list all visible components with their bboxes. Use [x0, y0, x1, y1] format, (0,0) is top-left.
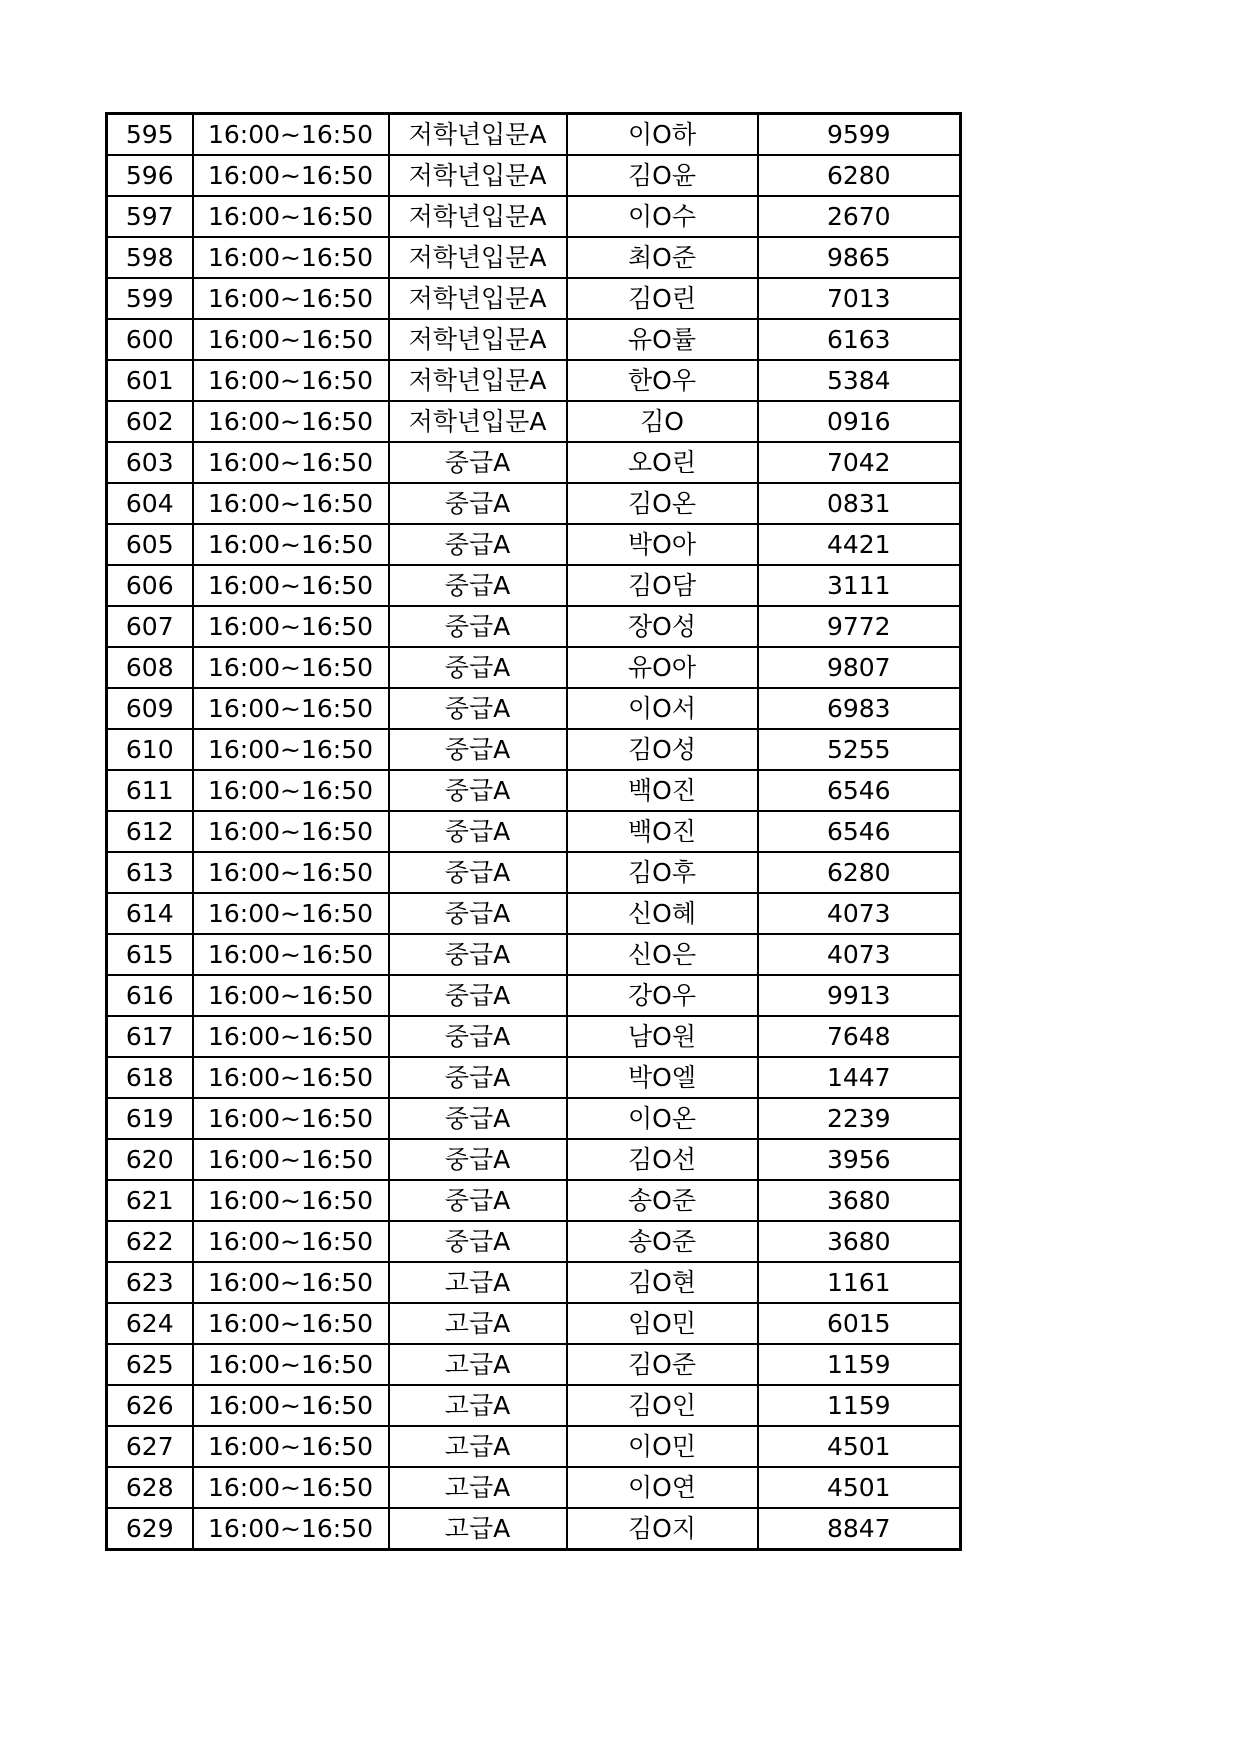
- table-row: [107, 1098, 961, 1139]
- table-row: [107, 688, 961, 729]
- phone-digits-cell: 7013: [758, 278, 961, 319]
- row-number-cell: 595: [107, 114, 193, 156]
- table-row: [107, 565, 961, 606]
- time-slot-cell: 16:00~16:50: [193, 1303, 389, 1344]
- table-row: [107, 1057, 961, 1098]
- row-number-cell: 609: [107, 688, 193, 729]
- table-row: [107, 1467, 961, 1508]
- class-level-cell: 저학년입문A: [389, 401, 567, 442]
- table-row: [107, 1016, 961, 1057]
- student-name-cell: 박O엘: [567, 1057, 758, 1098]
- time-slot-cell: 16:00~16:50: [193, 442, 389, 483]
- time-slot-cell: 16:00~16:50: [193, 524, 389, 565]
- student-name-cell: 남O원: [567, 1016, 758, 1057]
- table-row: [107, 1139, 961, 1180]
- time-slot-cell: 16:00~16:50: [193, 319, 389, 360]
- student-name-cell: 신O혜: [567, 893, 758, 934]
- student-name-cell: 송O준: [567, 1180, 758, 1221]
- student-name-cell: 한O우: [567, 360, 758, 401]
- row-number-cell: 629: [107, 1508, 193, 1550]
- row-number-cell: 628: [107, 1467, 193, 1508]
- student-name-cell: 이O수: [567, 196, 758, 237]
- row-number-cell: 603: [107, 442, 193, 483]
- time-slot-cell: 16:00~16:50: [193, 1180, 389, 1221]
- phone-digits-cell: 6546: [758, 770, 961, 811]
- table-row: [107, 606, 961, 647]
- student-name-cell: 김O: [567, 401, 758, 442]
- phone-digits-cell: 6983: [758, 688, 961, 729]
- phone-digits-cell: 9599: [758, 114, 961, 156]
- phone-digits-cell: 2670: [758, 196, 961, 237]
- time-slot-cell: 16:00~16:50: [193, 1098, 389, 1139]
- time-slot-cell: 16:00~16:50: [193, 1139, 389, 1180]
- row-number-cell: 611: [107, 770, 193, 811]
- phone-digits-cell: 9865: [758, 237, 961, 278]
- student-name-cell: 최O준: [567, 237, 758, 278]
- student-name-cell: 김O현: [567, 1262, 758, 1303]
- time-slot-cell: 16:00~16:50: [193, 975, 389, 1016]
- row-number-cell: 605: [107, 524, 193, 565]
- table-row: [107, 401, 961, 442]
- row-number-cell: 616: [107, 975, 193, 1016]
- time-slot-cell: 16:00~16:50: [193, 237, 389, 278]
- table-row: [107, 1221, 961, 1262]
- time-slot-cell: 16:00~16:50: [193, 1344, 389, 1385]
- row-number-cell: 607: [107, 606, 193, 647]
- class-level-cell: 저학년입문A: [389, 196, 567, 237]
- table-row: [107, 852, 961, 893]
- student-name-cell: 김O선: [567, 1139, 758, 1180]
- student-name-cell: 백O진: [567, 811, 758, 852]
- time-slot-cell: 16:00~16:50: [193, 1016, 389, 1057]
- table-row: [107, 442, 961, 483]
- time-slot-cell: 16:00~16:50: [193, 1057, 389, 1098]
- table-row: [107, 1303, 961, 1344]
- phone-digits-cell: 7648: [758, 1016, 961, 1057]
- phone-digits-cell: 4073: [758, 893, 961, 934]
- table-row: [107, 647, 961, 688]
- class-level-cell: 고급A: [389, 1262, 567, 1303]
- phone-digits-cell: 6163: [758, 319, 961, 360]
- row-number-cell: 618: [107, 1057, 193, 1098]
- time-slot-cell: 16:00~16:50: [193, 278, 389, 319]
- row-number-cell: 602: [107, 401, 193, 442]
- table-row: [107, 114, 961, 156]
- phone-digits-cell: 6015: [758, 1303, 961, 1344]
- table-row: [107, 360, 961, 401]
- phone-digits-cell: 9807: [758, 647, 961, 688]
- class-level-cell: 중급A: [389, 1139, 567, 1180]
- time-slot-cell: 16:00~16:50: [193, 729, 389, 770]
- time-slot-cell: 16:00~16:50: [193, 811, 389, 852]
- phone-digits-cell: 6280: [758, 155, 961, 196]
- time-slot-cell: 16:00~16:50: [193, 1508, 389, 1550]
- class-level-cell: 중급A: [389, 565, 567, 606]
- student-name-cell: 김O인: [567, 1385, 758, 1426]
- time-slot-cell: 16:00~16:50: [193, 893, 389, 934]
- student-name-cell: 강O우: [567, 975, 758, 1016]
- table-row: [107, 278, 961, 319]
- class-level-cell: 고급A: [389, 1508, 567, 1550]
- row-number-cell: 601: [107, 360, 193, 401]
- student-name-cell: 김O후: [567, 852, 758, 893]
- table-row: [107, 237, 961, 278]
- class-level-cell: 중급A: [389, 893, 567, 934]
- phone-digits-cell: 3680: [758, 1221, 961, 1262]
- phone-digits-cell: 4073: [758, 934, 961, 975]
- student-name-cell: 장O성: [567, 606, 758, 647]
- student-name-cell: 임O민: [567, 1303, 758, 1344]
- row-number-cell: 625: [107, 1344, 193, 1385]
- class-level-cell: 중급A: [389, 770, 567, 811]
- phone-digits-cell: 9772: [758, 606, 961, 647]
- table-row: [107, 1508, 961, 1550]
- phone-digits-cell: 4421: [758, 524, 961, 565]
- table-row: [107, 975, 961, 1016]
- row-number-cell: 599: [107, 278, 193, 319]
- table-row: [107, 1180, 961, 1221]
- student-name-cell: 김O윤: [567, 155, 758, 196]
- row-number-cell: 623: [107, 1262, 193, 1303]
- time-slot-cell: 16:00~16:50: [193, 1426, 389, 1467]
- row-number-cell: 617: [107, 1016, 193, 1057]
- phone-digits-cell: 0831: [758, 483, 961, 524]
- row-number-cell: 606: [107, 565, 193, 606]
- time-slot-cell: 16:00~16:50: [193, 1385, 389, 1426]
- student-name-cell: 김O성: [567, 729, 758, 770]
- student-name-cell: 박O아: [567, 524, 758, 565]
- phone-digits-cell: 1159: [758, 1344, 961, 1385]
- class-level-cell: 중급A: [389, 688, 567, 729]
- row-number-cell: 619: [107, 1098, 193, 1139]
- time-slot-cell: 16:00~16:50: [193, 401, 389, 442]
- row-number-cell: 621: [107, 1180, 193, 1221]
- class-level-cell: 저학년입문A: [389, 278, 567, 319]
- student-name-cell: 신O은: [567, 934, 758, 975]
- time-slot-cell: 16:00~16:50: [193, 155, 389, 196]
- row-number-cell: 612: [107, 811, 193, 852]
- student-name-cell: 이O서: [567, 688, 758, 729]
- row-number-cell: 608: [107, 647, 193, 688]
- student-name-cell: 김O지: [567, 1508, 758, 1550]
- row-number-cell: 626: [107, 1385, 193, 1426]
- class-level-cell: 중급A: [389, 606, 567, 647]
- phone-digits-cell: 1447: [758, 1057, 961, 1098]
- phone-digits-cell: 9913: [758, 975, 961, 1016]
- class-level-cell: 중급A: [389, 975, 567, 1016]
- table-row: [107, 934, 961, 975]
- phone-digits-cell: 6280: [758, 852, 961, 893]
- roster-table: [105, 112, 962, 1551]
- time-slot-cell: 16:00~16:50: [193, 770, 389, 811]
- class-level-cell: 저학년입문A: [389, 237, 567, 278]
- class-level-cell: 저학년입문A: [389, 360, 567, 401]
- class-level-cell: 저학년입문A: [389, 114, 567, 156]
- row-number-cell: 610: [107, 729, 193, 770]
- student-name-cell: 김O온: [567, 483, 758, 524]
- table-row: [107, 1262, 961, 1303]
- class-level-cell: 중급A: [389, 811, 567, 852]
- table-row: [107, 1344, 961, 1385]
- row-number-cell: 615: [107, 934, 193, 975]
- table-row: [107, 1385, 961, 1426]
- class-level-cell: 중급A: [389, 1180, 567, 1221]
- row-number-cell: 600: [107, 319, 193, 360]
- class-level-cell: 고급A: [389, 1303, 567, 1344]
- phone-digits-cell: 4501: [758, 1426, 961, 1467]
- row-number-cell: 597: [107, 196, 193, 237]
- time-slot-cell: 16:00~16:50: [193, 565, 389, 606]
- row-number-cell: 620: [107, 1139, 193, 1180]
- class-level-cell: 저학년입문A: [389, 155, 567, 196]
- phone-digits-cell: 5384: [758, 360, 961, 401]
- phone-digits-cell: 3680: [758, 1180, 961, 1221]
- student-name-cell: 김O담: [567, 565, 758, 606]
- phone-digits-cell: 0916: [758, 401, 961, 442]
- student-name-cell: 이O온: [567, 1098, 758, 1139]
- table-row: [107, 770, 961, 811]
- table-row: [107, 483, 961, 524]
- table-row: [107, 729, 961, 770]
- class-level-cell: 고급A: [389, 1426, 567, 1467]
- class-level-cell: 중급A: [389, 483, 567, 524]
- row-number-cell: 598: [107, 237, 193, 278]
- time-slot-cell: 16:00~16:50: [193, 483, 389, 524]
- phone-digits-cell: 2239: [758, 1098, 961, 1139]
- phone-digits-cell: 1159: [758, 1385, 961, 1426]
- time-slot-cell: 16:00~16:50: [193, 1221, 389, 1262]
- table-row: [107, 319, 961, 360]
- class-level-cell: 중급A: [389, 1221, 567, 1262]
- class-level-cell: 고급A: [389, 1385, 567, 1426]
- class-level-cell: 중급A: [389, 934, 567, 975]
- student-name-cell: 유O률: [567, 319, 758, 360]
- time-slot-cell: 16:00~16:50: [193, 688, 389, 729]
- time-slot-cell: 16:00~16:50: [193, 1467, 389, 1508]
- phone-digits-cell: 4501: [758, 1467, 961, 1508]
- phone-digits-cell: 3111: [758, 565, 961, 606]
- class-level-cell: 저학년입문A: [389, 319, 567, 360]
- phone-digits-cell: 8847: [758, 1508, 961, 1550]
- row-number-cell: 624: [107, 1303, 193, 1344]
- table-row: [107, 524, 961, 565]
- row-number-cell: 622: [107, 1221, 193, 1262]
- phone-digits-cell: 1161: [758, 1262, 961, 1303]
- table-row: [107, 1426, 961, 1467]
- class-level-cell: 중급A: [389, 1057, 567, 1098]
- class-level-cell: 고급A: [389, 1344, 567, 1385]
- class-level-cell: 중급A: [389, 647, 567, 688]
- row-number-cell: 596: [107, 155, 193, 196]
- student-name-cell: 이O민: [567, 1426, 758, 1467]
- time-slot-cell: 16:00~16:50: [193, 606, 389, 647]
- student-name-cell: 송O준: [567, 1221, 758, 1262]
- student-name-cell: 이O연: [567, 1467, 758, 1508]
- row-number-cell: 613: [107, 852, 193, 893]
- row-number-cell: 627: [107, 1426, 193, 1467]
- time-slot-cell: 16:00~16:50: [193, 934, 389, 975]
- class-level-cell: 중급A: [389, 442, 567, 483]
- time-slot-cell: 16:00~16:50: [193, 647, 389, 688]
- student-name-cell: 이O하: [567, 114, 758, 156]
- class-level-cell: 고급A: [389, 1467, 567, 1508]
- class-level-cell: 중급A: [389, 524, 567, 565]
- time-slot-cell: 16:00~16:50: [193, 360, 389, 401]
- student-name-cell: 오O린: [567, 442, 758, 483]
- table-row: [107, 155, 961, 196]
- time-slot-cell: 16:00~16:50: [193, 1262, 389, 1303]
- row-number-cell: 614: [107, 893, 193, 934]
- table-row: [107, 196, 961, 237]
- student-name-cell: 김O준: [567, 1344, 758, 1385]
- phone-digits-cell: 6546: [758, 811, 961, 852]
- time-slot-cell: 16:00~16:50: [193, 852, 389, 893]
- class-level-cell: 중급A: [389, 1016, 567, 1057]
- phone-digits-cell: 5255: [758, 729, 961, 770]
- table-row: [107, 811, 961, 852]
- row-number-cell: 604: [107, 483, 193, 524]
- roster-table-body: [107, 114, 961, 1550]
- phone-digits-cell: 7042: [758, 442, 961, 483]
- time-slot-cell: 16:00~16:50: [193, 114, 389, 156]
- table-row: [107, 893, 961, 934]
- class-level-cell: 중급A: [389, 729, 567, 770]
- class-level-cell: 중급A: [389, 852, 567, 893]
- student-name-cell: 김O린: [567, 278, 758, 319]
- student-name-cell: 유O아: [567, 647, 758, 688]
- student-name-cell: 백O진: [567, 770, 758, 811]
- class-level-cell: 중급A: [389, 1098, 567, 1139]
- phone-digits-cell: 3956: [758, 1139, 961, 1180]
- time-slot-cell: 16:00~16:50: [193, 196, 389, 237]
